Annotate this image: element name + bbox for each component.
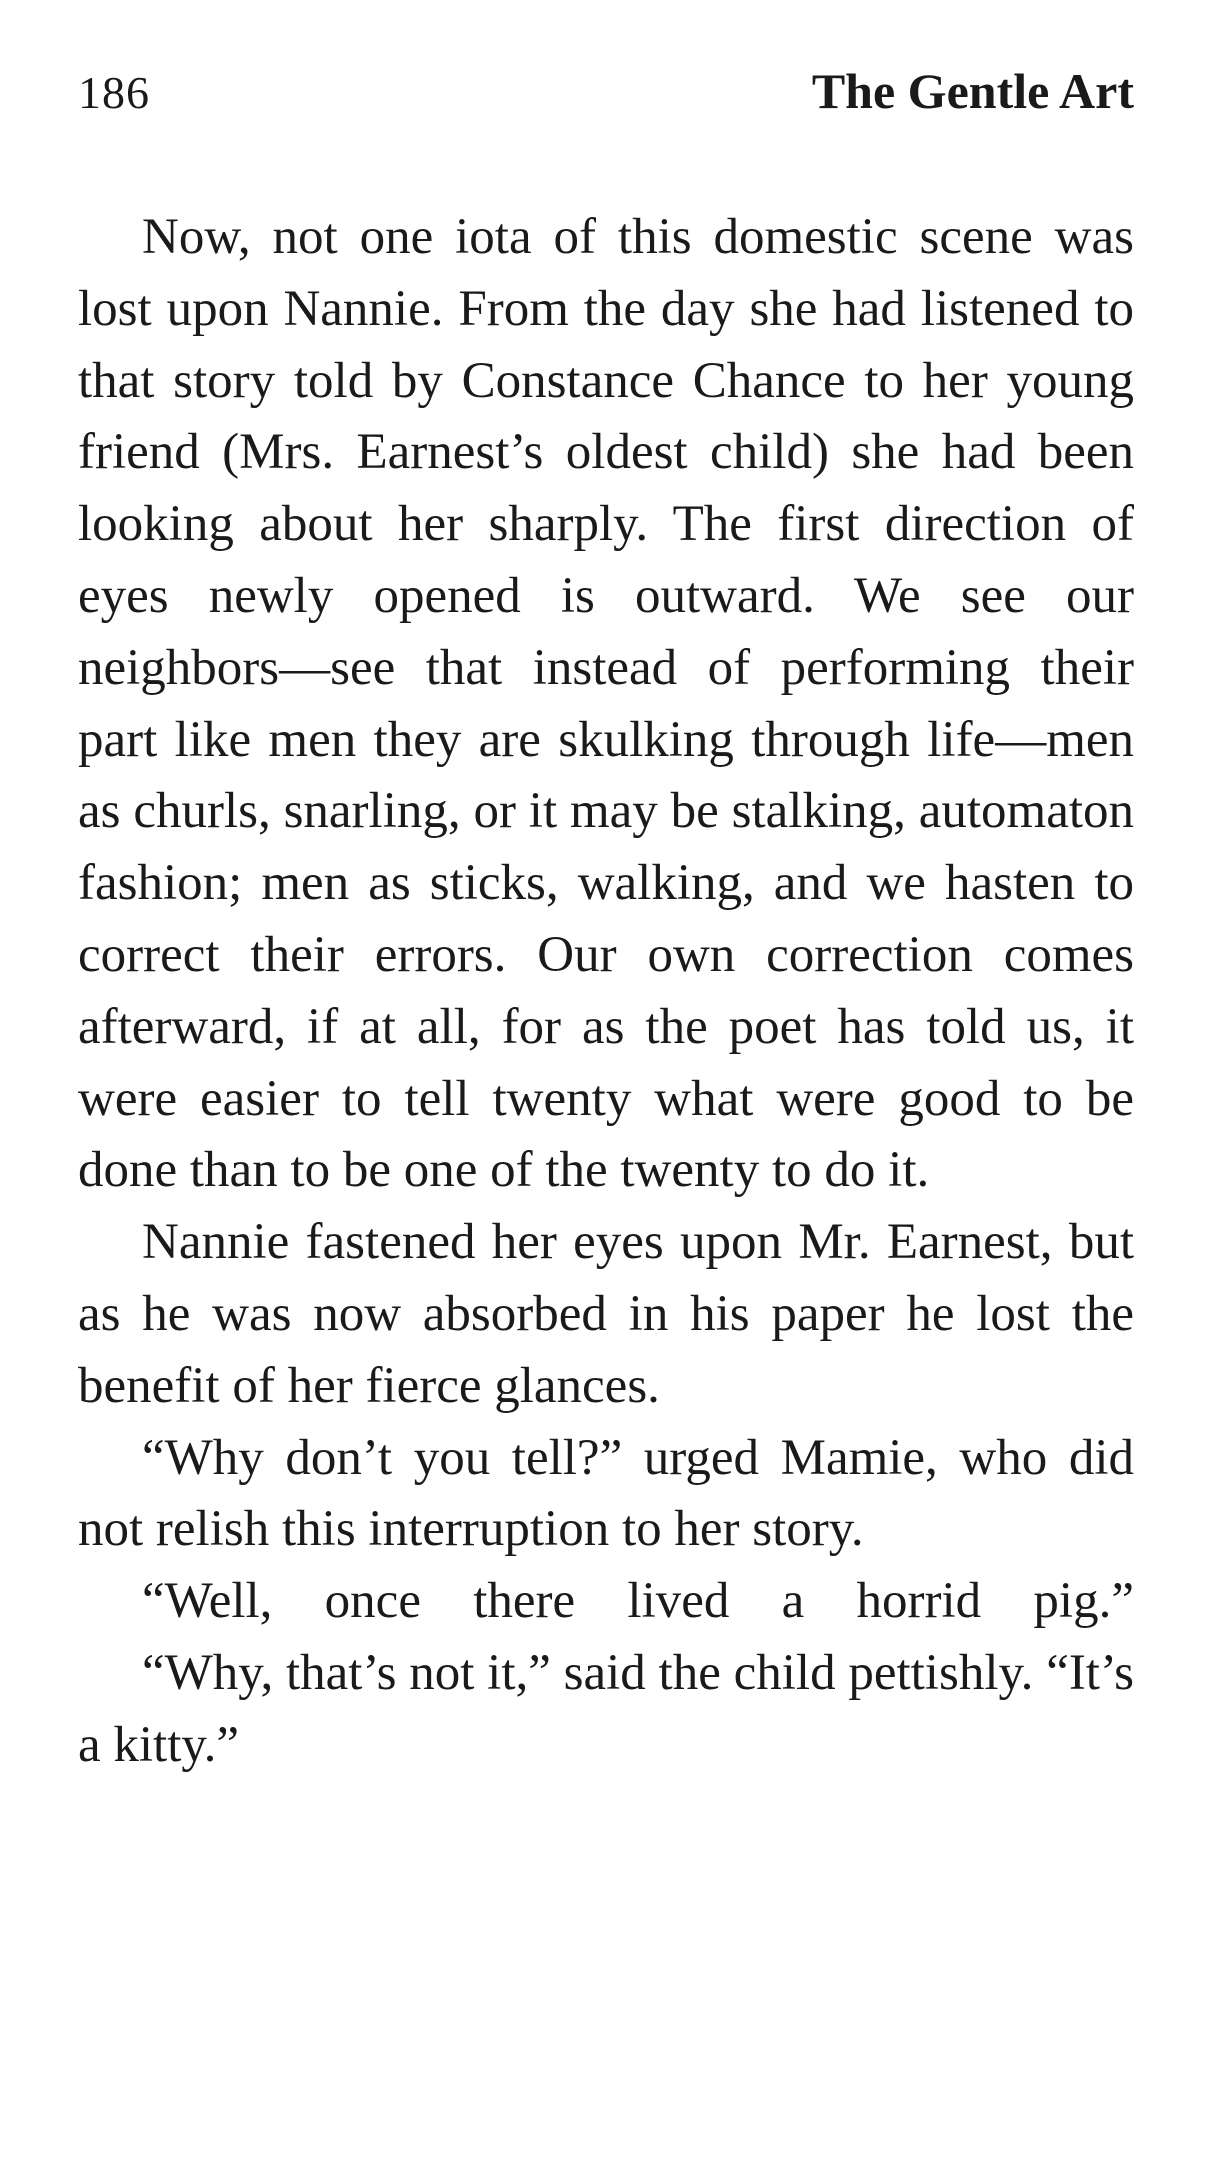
paragraph: “Why, that’s not it,” said the child pettishly. “It’s a kitty.” <box>78 1644 1134 1773</box>
paragraph: “Well, once there lived a horrid pig.” <box>142 1573 1134 1630</box>
running-title: The Gentle Art <box>811 63 1134 119</box>
paragraph: Now, not one iota of this domestic scene was lost upon Nannie. From the day she had listened to that story told by Constance Chance to her young friend (Mrs. Earnest’s oldest child) she had been looking about her sharply. The first direction of eyes newly opened is outward. We see our neighbors—see that instead of performing their part like men they are skulking through life—men as churls, snarling, or it may be stalking, automaton fashion; men as sticks, walking, and we hasten to correct their errors. Our own correction comes afterward, if at all, for as the poet has told us, it were easier to tell twenty what were good to be done than to be one of the twenty to do it. <box>78 209 1134 1199</box>
book-page <box>78 62 1134 1782</box>
page-number: 186 <box>78 67 150 118</box>
paragraph: Nannie fastened her eyes upon Mr. Earnest, but as he was now absorbed in his paper he lost the benefit of her fierce glances. <box>78 1214 1134 1414</box>
body-text <box>78 202 1134 1782</box>
running-head <box>78 62 1134 142</box>
paragraph: “Why don’t you tell?” urged Mamie, who did not relish this interruption to her story. <box>78 1429 1134 1558</box>
